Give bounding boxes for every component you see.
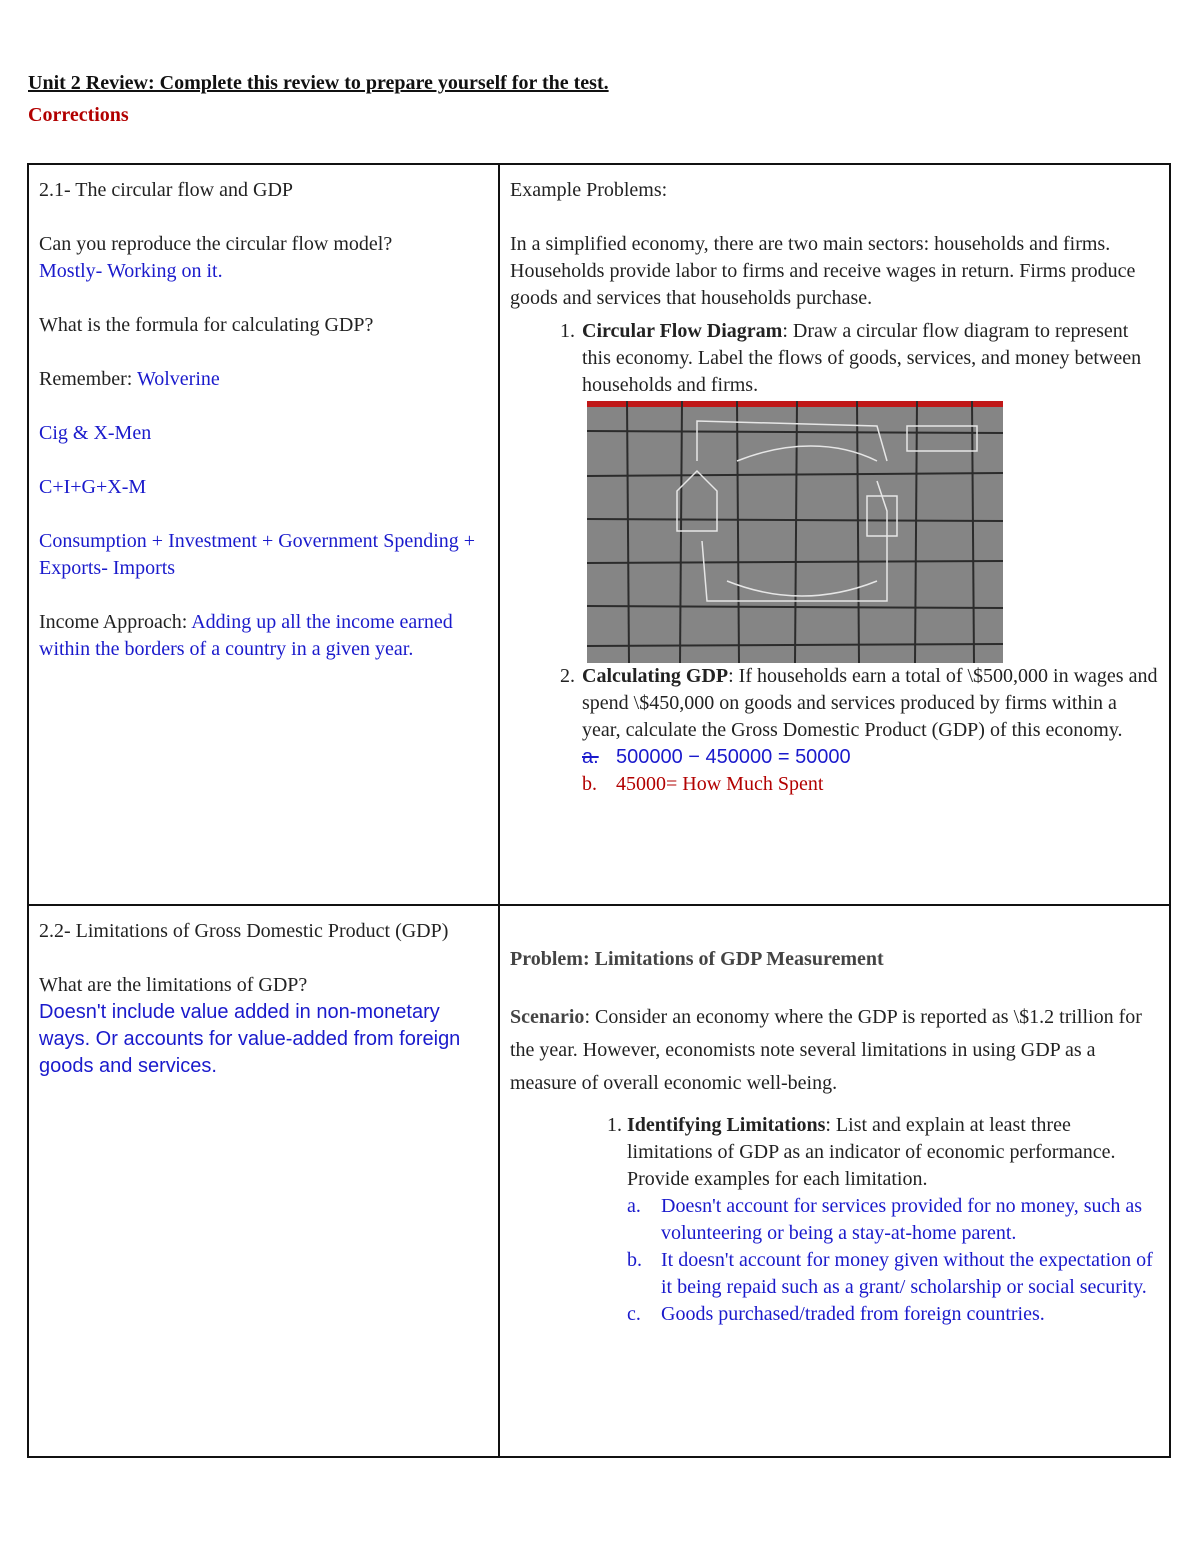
scenario-text: : Consider an economy where the GDP is reported as \$1.2 trillion for the year. However, economists note several limitations in using GDP as a measure of overall economic well-being. <box>510 1006 1142 1094</box>
problem-heading: Problem: Limitations of GDP Measurement <box>510 948 884 970</box>
sub-marker: b. <box>582 773 597 795</box>
list-item <box>627 1112 1159 1328</box>
item-text: : If households earn a total of \$500,000 in wages and spend \$450,000 on goods and services produced by firms within a year, calculate the Gross Domestic Product (GDP) of this economy. <box>582 665 1158 741</box>
problem-list <box>510 318 1159 798</box>
question: Can you reproduce the circular flow model? <box>39 233 393 255</box>
list-item <box>582 771 1159 798</box>
item-text: : Draw a circular flow diagram to represent this economy. Label the flows of goods, services, and money between households and firms. <box>582 320 1142 396</box>
item-title: Circular Flow Diagram <box>582 320 783 342</box>
sub-marker: b. <box>627 1249 642 1271</box>
section-heading: Example Problems: <box>510 179 668 201</box>
cell-2-1-right <box>499 164 1170 905</box>
question: What are the limitations of GDP? <box>39 974 308 996</box>
corrections-label: Corrections <box>28 104 129 126</box>
intro-paragraph: In a simplified economy, there are two main sectors: households and firms. Households provide labor to firms and receive wages in return. Firms produce goods and services that households purchase. <box>510 233 1136 309</box>
sub-marker: c. <box>627 1303 641 1325</box>
answer-correction: 45000= How Much Spent <box>616 773 824 795</box>
answer: It doesn't account for money given without the expectation of it being repaid such as a grant/ scholarship or social security. <box>661 1249 1153 1298</box>
income-value: Adding up all the income earned within the borders of a country in a given year. <box>39 611 453 660</box>
answer: Cig & X-Men <box>39 422 152 444</box>
answer: Goods purchased/traded from foreign countries. <box>661 1303 1045 1325</box>
answer-list <box>582 744 1159 798</box>
remember-value: Wolverine <box>136 368 220 390</box>
list-item <box>627 1193 1159 1247</box>
item-title: Identifying Limitations <box>627 1114 826 1136</box>
list-item <box>580 663 1159 798</box>
list-item <box>580 318 1159 663</box>
list-item <box>582 744 1159 771</box>
item-title: Calculating GDP <box>582 665 729 687</box>
list-item <box>627 1301 1159 1328</box>
review-table <box>27 163 1171 1458</box>
gdp-formula: C+I+G+X-M <box>39 476 147 498</box>
list-item <box>627 1247 1159 1301</box>
answer: 500000 − 450000 = 50000 <box>616 746 851 768</box>
problem-list <box>510 1112 1159 1328</box>
remember-label: Remember: <box>39 368 137 390</box>
sub-marker: a. <box>582 746 599 768</box>
scenario-label: Scenario <box>510 1006 585 1028</box>
gdp-formula-expanded: Consumption + Investment + Government Spending + Exports- Imports <box>39 530 476 579</box>
cell-2-2-right <box>499 905 1170 1457</box>
section-heading: 2.1- The circular flow and GDP <box>39 179 294 201</box>
income-approach <box>39 609 488 663</box>
table-row <box>28 905 1170 1457</box>
remember-line <box>39 366 488 393</box>
cell-2-2-left <box>28 905 499 1457</box>
table-row <box>28 164 1170 905</box>
answer-list <box>627 1193 1159 1328</box>
document-title: Unit 2 Review: Complete this review to prepare yourself for the test. <box>28 72 609 94</box>
income-label: Income Approach: <box>39 611 192 633</box>
question: What is the formula for calculating GDP? <box>39 314 374 336</box>
answer: Doesn't include value added in non-monetary ways. Or accounts for value-added from foreign goods and services. <box>39 1001 461 1077</box>
answer: Mostly- Working on it. <box>39 260 223 282</box>
item-text: : List and explain at least three limitations of GDP as an indicator of economic performance. Provide examples for each limitation. <box>627 1114 1116 1190</box>
section-heading: 2.2- Limitations of Gross Domestic Product (GDP) <box>39 920 449 942</box>
circular-flow-diagram-image <box>587 401 1003 663</box>
cell-2-1-left <box>28 164 499 905</box>
answer: Doesn't account for services provided for no money, such as volunteering or being a stay-at-home parent. <box>661 1195 1143 1244</box>
scenario-paragraph <box>510 1001 1159 1100</box>
sub-marker: a. <box>627 1195 641 1217</box>
